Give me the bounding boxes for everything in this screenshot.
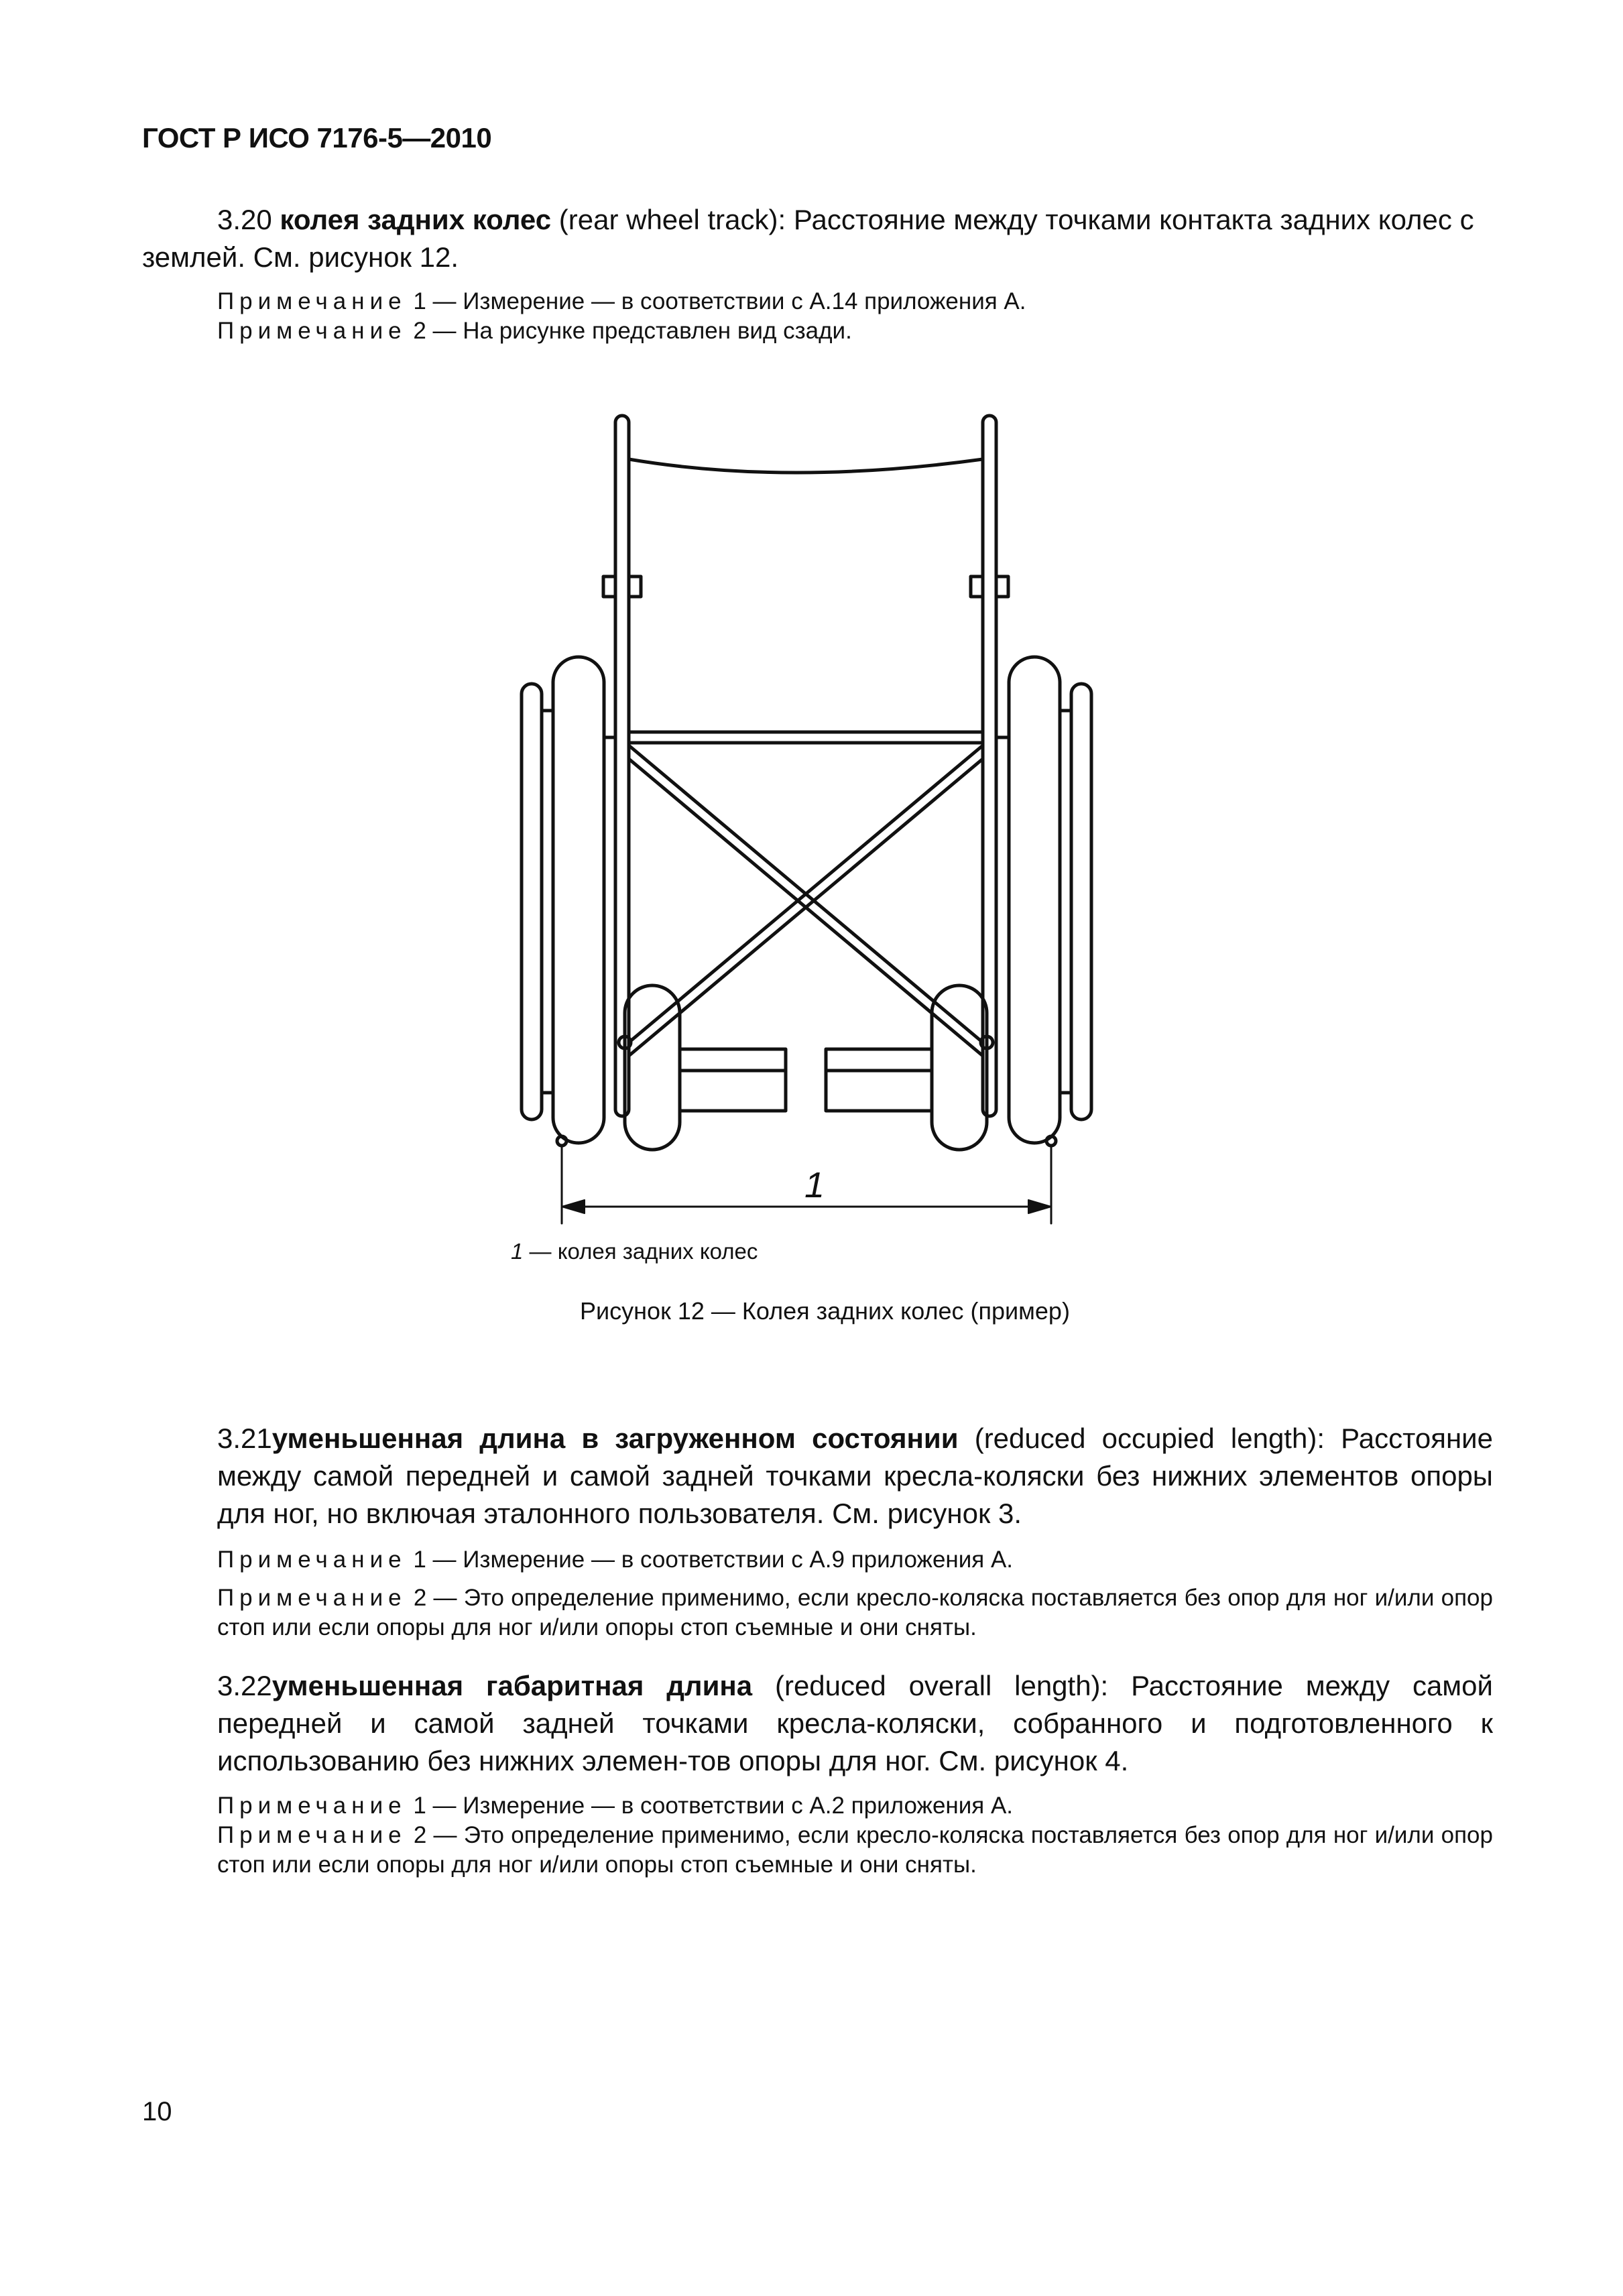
right-caster — [932, 985, 987, 1150]
note-label: Примечание — [217, 1585, 407, 1611]
dimension-label: 1 — [804, 1165, 825, 1205]
arrow-right — [1028, 1200, 1051, 1213]
term-english: (reduced overall length): — [774, 1670, 1109, 1701]
section-3-22 — [142, 1667, 1493, 1780]
note-label: Примечание — [217, 288, 407, 314]
legend-number: 1 — [511, 1239, 524, 1264]
section-3-21-paragraph — [142, 1420, 1493, 1532]
definition-continued: землей. См. рисунок 12. — [142, 241, 459, 273]
right-handle-clip — [971, 577, 1008, 597]
note-text: 1 — Измерение — в соответствии с А.2 приложения А. — [413, 1793, 1014, 1819]
page-number: 10 — [142, 2097, 172, 2126]
left-rear-wheel — [553, 657, 604, 1143]
wheelchair-rear-view-figure — [469, 396, 1113, 1267]
note-label: Примечание — [217, 1793, 407, 1819]
section-number: 3.22 — [217, 1670, 272, 1701]
left-footrest — [680, 1049, 786, 1071]
term: уменьшенная длина в загруженном состоянии — [272, 1423, 959, 1454]
legend-text: — колея задних колес — [529, 1239, 758, 1264]
document-header: ГОСТ Р ИСО 7176-5—2010 — [142, 122, 492, 154]
note-label: Примечание — [217, 318, 407, 344]
note-1 — [142, 287, 1493, 316]
left-caster — [625, 985, 680, 1150]
section-3-20-line1 — [142, 201, 1493, 239]
term: колея задних колес — [280, 204, 552, 235]
section-3-21 — [142, 1420, 1493, 1532]
term-english: (reduced occupied length): — [974, 1423, 1325, 1454]
right-back-post — [983, 416, 996, 1116]
section-number: 3.20 — [217, 204, 272, 235]
note-text: 2 — Это определение применимо, если кресло-коляска поставляется без опор для ног и/или опор стоп или если опоры для ног и/или опоры стоп съемные и они сняты. — [217, 1822, 1493, 1878]
note-2 — [142, 316, 1493, 346]
note-2 — [142, 1821, 1493, 1880]
section-number: 3.21 — [217, 1423, 272, 1454]
definition: Расстояние между самой передней и самой задней точками кресла-коляски, собранного и подготовленного к использованию без нижних элемен-тов опоры для ног. См. рисунок 4. — [217, 1670, 1494, 1776]
left-back-post — [615, 416, 629, 1116]
term-english: (rear wheel track): — [558, 204, 786, 235]
backrest — [629, 459, 983, 473]
left-handle-clip — [603, 577, 641, 597]
note-text: 2 — На рисунке представлен вид сзади. — [413, 318, 852, 344]
term: уменьшенная габаритная длина — [272, 1670, 753, 1701]
arrow-left — [562, 1200, 585, 1213]
section-3-22-paragraph — [142, 1667, 1493, 1780]
note-text: 1 — Измерение — в соответствии с А.9 приложения А. — [413, 1547, 1014, 1573]
note-label: Примечание — [217, 1822, 407, 1848]
definition: Расстояние между самой передней и самой задней точками кресла-коляски без нижних элементов опоры для ног, но включая эталонного пользователя. См. рисунок 3. — [217, 1423, 1493, 1529]
figure-legend — [511, 1239, 758, 1264]
note-1 — [142, 1791, 1493, 1821]
left-hand-rim — [522, 684, 542, 1120]
right-hand-rim — [1071, 684, 1091, 1120]
note-2 — [142, 1583, 1493, 1642]
note-text: 2 — Это определение применимо, если кресло-коляска поставляется без опор для ног и/или опор стоп или если опоры для ног и/или опоры стоп съемные и они сняты. — [217, 1585, 1493, 1640]
definition: Расстояние между точками контакта задних колес с — [793, 204, 1474, 235]
section-3-20 — [142, 201, 1493, 276]
note-1 — [142, 1545, 1493, 1575]
figure-caption: Рисунок 12 — Колея задних колес (пример) — [580, 1297, 1070, 1325]
note-text: 1 — Измерение — в соответствии с А.14 приложения А. — [413, 288, 1026, 314]
note-label: Примечание — [217, 1547, 407, 1573]
right-footrest — [826, 1049, 932, 1071]
right-rear-wheel — [1009, 657, 1060, 1143]
